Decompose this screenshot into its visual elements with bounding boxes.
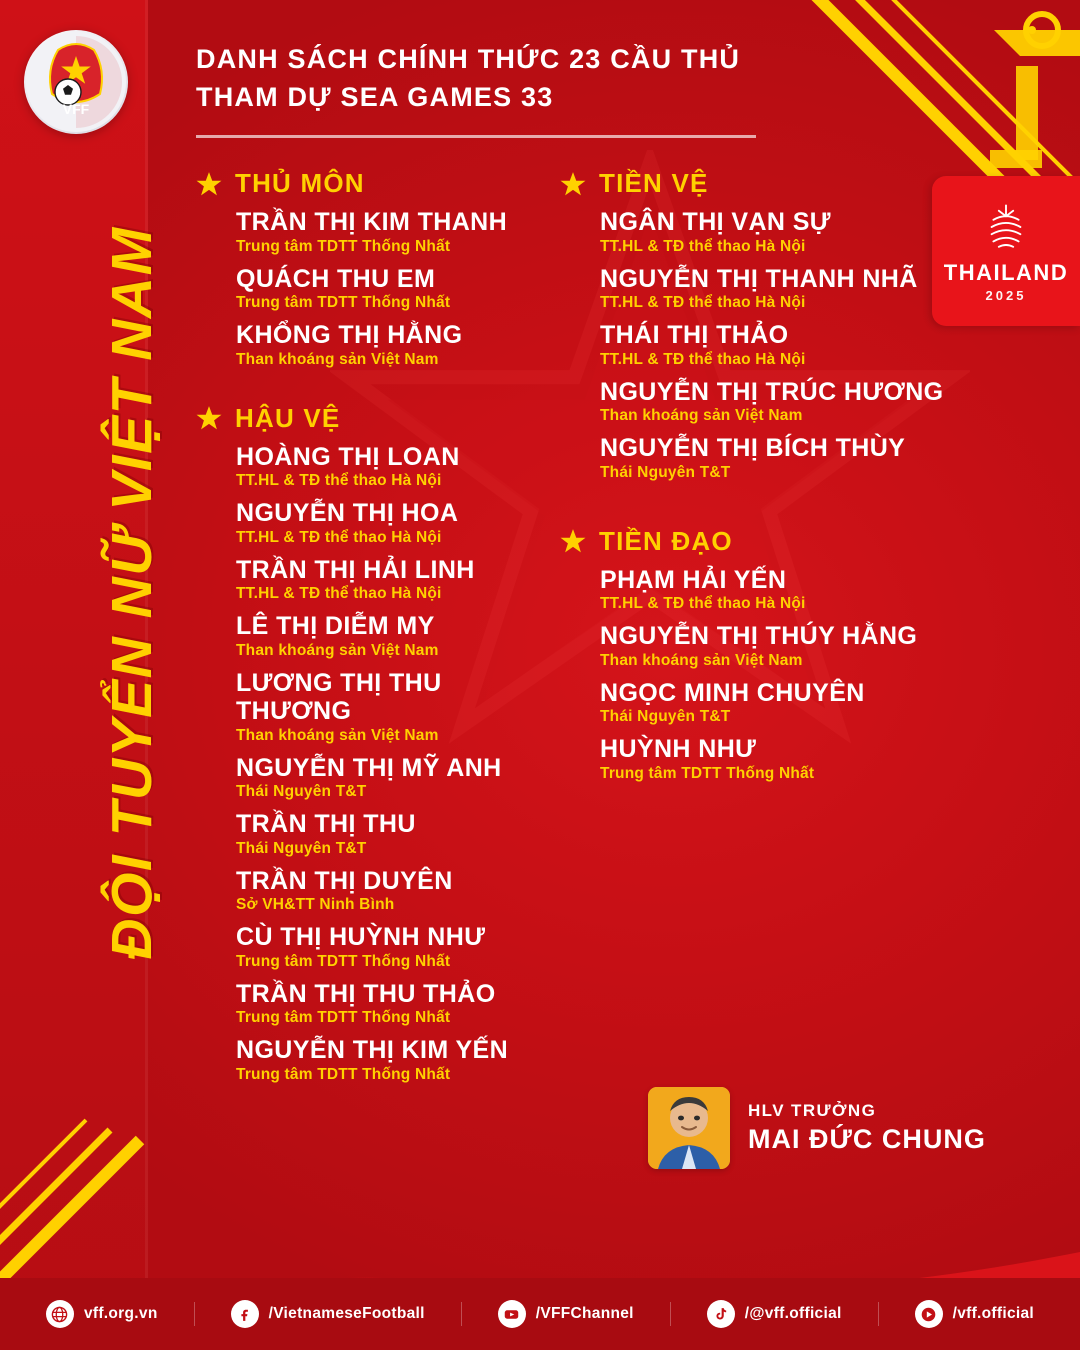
group-goalkeepers xyxy=(196,168,546,369)
poster-header xyxy=(196,40,816,138)
footer-label: /VFFChannel xyxy=(535,1305,634,1322)
player-club: Thái Nguyên T&T xyxy=(600,708,731,725)
poster-vertical-title: ĐỘI TUYỂN NỮ VIỆT NAM xyxy=(100,226,164,960)
player-name: NGUYỄN THỊ KIM YẾN xyxy=(236,1036,509,1064)
group-forwards xyxy=(560,526,960,783)
player-entry xyxy=(560,566,960,614)
footer-social-bar xyxy=(0,1278,1080,1350)
player-entry xyxy=(196,810,546,858)
group-defenders xyxy=(196,403,546,1084)
player-name: KHỔNG THỊ HẰNG xyxy=(236,321,463,349)
svg-text:VFF: VFF xyxy=(62,101,90,117)
group-title: TIỀN VỆ xyxy=(599,168,709,198)
player-entry xyxy=(196,443,546,491)
player-club: Trung tâm TDTT Thống Nhất xyxy=(600,764,815,782)
header-divider xyxy=(196,135,756,138)
player-name: LÊ THỊ DIỄM MY xyxy=(236,612,435,640)
footer-item-youtube[interactable] xyxy=(498,1300,634,1328)
footer-label: /vff.official xyxy=(952,1305,1035,1322)
player-name: HUỲNH NHƯ xyxy=(600,735,757,763)
roster-column-left xyxy=(196,168,546,1118)
footer-label: /@vff.official xyxy=(744,1305,842,1322)
player-club: Trung tâm TDTT Thống Nhất xyxy=(236,952,451,970)
tiktok-icon xyxy=(707,1300,735,1328)
player-name: THÁI THỊ THẢO xyxy=(600,321,789,349)
player-name: TRẦN THỊ THU xyxy=(236,810,416,838)
player-club: Trung tâm TDTT Thống Nhất xyxy=(236,237,451,255)
player-name: PHẠM HẢI YẾN xyxy=(600,565,787,594)
footer-separator xyxy=(194,1302,195,1326)
player-entry xyxy=(196,208,546,256)
player-club: Trung tâm TDTT Thống Nhất xyxy=(236,294,451,311)
group-title: HẬU VỆ xyxy=(235,402,341,433)
player-club: TT.HL & TĐ thể thao Hà Nội xyxy=(236,472,442,489)
player-entry xyxy=(196,923,546,971)
player-entry xyxy=(560,679,960,727)
player-entry xyxy=(196,265,546,313)
footer-label: /VietnameseFootball xyxy=(268,1305,425,1322)
group-title: THỦ MÔN xyxy=(235,168,365,198)
coach-text xyxy=(748,1101,986,1155)
player-club: TT.HL & TĐ thể thao Hà Nội xyxy=(236,585,442,602)
player-entry xyxy=(560,735,960,783)
player-entry xyxy=(560,378,960,426)
group-midfielders-header xyxy=(560,168,960,199)
footer-item-website[interactable] xyxy=(46,1300,158,1328)
player-entry xyxy=(560,265,960,313)
coach-avatar xyxy=(648,1087,730,1169)
thailand-badge-year: 2025 xyxy=(985,287,1027,303)
youtube-icon xyxy=(498,1300,526,1328)
player-name: NGUYỄN THỊ THANH NHÃ xyxy=(600,264,918,293)
player-entry xyxy=(196,867,546,915)
player-entry xyxy=(196,612,546,660)
group-defenders-header xyxy=(196,403,546,434)
coach-name: MAI ĐỨC CHUNG xyxy=(748,1124,986,1154)
player-name: NGUYỄN THỊ THÚY HẰNG xyxy=(600,622,918,650)
player-club: TT.HL & TĐ thể thao Hà Nội xyxy=(236,528,442,546)
sea-games-emblem-icon xyxy=(979,200,1033,254)
player-entry xyxy=(196,669,546,745)
group-title: TIỀN ĐẠO xyxy=(599,525,733,556)
player-name: QUÁCH THU EM xyxy=(236,264,436,293)
star-icon xyxy=(196,405,222,431)
player-name: TRẦN THỊ THU THẢO xyxy=(236,979,496,1008)
player-club: Trung tâm TDTT Thống Nhất xyxy=(236,1065,451,1083)
footer-item-tiktok[interactable] xyxy=(707,1300,842,1328)
player-club: Than khoáng sản Việt Nam xyxy=(236,641,439,659)
group-goalkeepers-header xyxy=(196,168,546,199)
player-entry xyxy=(196,499,546,547)
player-club: TT.HL & TĐ thể thao Hà Nội xyxy=(600,350,806,368)
player-name: NGÂN THỊ VẠN SỰ xyxy=(600,208,831,236)
player-name: TRẦN THỊ DUYÊN xyxy=(236,866,453,895)
player-entry xyxy=(196,556,546,604)
globe-icon xyxy=(46,1300,74,1328)
player-name: NGUYỄN THỊ BÍCH THÙY xyxy=(600,434,906,462)
footer-item-play[interactable] xyxy=(915,1300,1034,1328)
player-name: NGỌC MINH CHUYÊN xyxy=(600,678,865,707)
star-icon xyxy=(196,171,222,197)
star-icon xyxy=(560,528,586,554)
player-club: Thái Nguyên T&T xyxy=(600,463,731,481)
player-club: Trung tâm TDTT Thống Nhất xyxy=(236,1009,451,1026)
player-name: NGUYỄN THỊ HOA xyxy=(236,499,459,527)
player-entry xyxy=(560,208,960,256)
player-name: HOÀNG THỊ LOAN xyxy=(236,442,460,471)
player-name: TRẦN THỊ HẢI LINH xyxy=(236,555,475,584)
header-line-1: DANH SÁCH CHÍNH THỨC 23 CẦU THỦ xyxy=(196,44,741,74)
footer-separator xyxy=(461,1302,462,1326)
footer-label: vff.org.vn xyxy=(83,1305,158,1322)
head-coach-block xyxy=(648,1087,986,1169)
player-club: Than khoáng sản Việt Nam xyxy=(600,407,803,424)
player-entry xyxy=(560,321,960,369)
player-club: Than khoáng sản Việt Nam xyxy=(236,726,439,744)
player-entry xyxy=(196,980,546,1028)
player-name: TRẦN THỊ KIM THANH xyxy=(236,208,508,236)
player-club: Sở VH&TT Ninh Bình xyxy=(236,896,395,913)
thailand-badge-name: THAILAND xyxy=(943,259,1069,285)
player-club: TT.HL & TĐ thể thao Hà Nội xyxy=(600,294,806,311)
player-club: Than khoáng sản Việt Nam xyxy=(600,651,803,669)
player-entry xyxy=(196,321,546,369)
roster-column-right xyxy=(560,168,960,817)
player-club: Thái Nguyên T&T xyxy=(236,783,367,800)
player-entry xyxy=(196,754,546,802)
group-forwards-header xyxy=(560,526,960,557)
player-club: TT.HL & TĐ thể thao Hà Nội xyxy=(600,237,806,255)
player-name: NGUYỄN THỊ MỸ ANH xyxy=(236,753,502,782)
footer-item-facebook[interactable] xyxy=(231,1300,425,1328)
star-icon xyxy=(560,171,586,197)
coach-role: HLV TRƯỞNG xyxy=(748,1101,877,1120)
player-club: TT.HL & TĐ thể thao Hà Nội xyxy=(600,595,806,612)
play-icon xyxy=(915,1300,943,1328)
player-club: Than khoáng sản Việt Nam xyxy=(236,350,439,368)
vff-logo xyxy=(24,30,128,134)
facebook-icon xyxy=(231,1300,259,1328)
header-line-2: THAM DỰ SEA GAMES 33 xyxy=(196,82,554,113)
player-entry xyxy=(560,434,960,482)
footer-separator xyxy=(670,1302,671,1326)
player-name: NGUYỄN THỊ TRÚC HƯƠNG xyxy=(600,377,944,406)
player-name: LƯƠNG THỊ THU THƯƠNG xyxy=(236,668,442,725)
player-club: Thái Nguyên T&T xyxy=(236,839,367,857)
player-name: CÙ THỊ HUỲNH NHƯ xyxy=(236,923,486,951)
player-entry xyxy=(196,1036,546,1084)
group-midfielders xyxy=(560,168,960,482)
player-entry xyxy=(560,622,960,670)
footer-separator xyxy=(878,1302,879,1326)
